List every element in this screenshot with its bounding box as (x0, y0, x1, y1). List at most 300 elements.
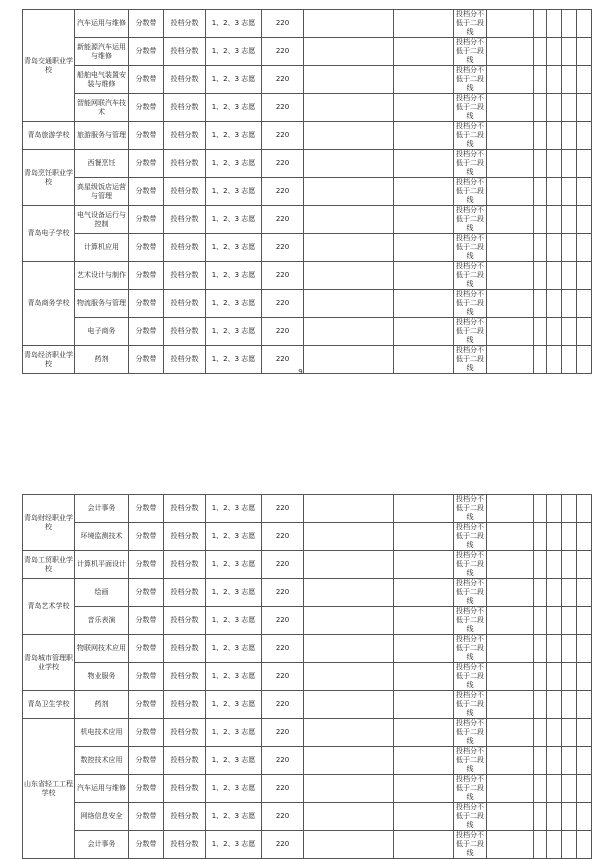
empty-cell (487, 178, 534, 206)
empty-cell (394, 262, 454, 290)
admission-mode: 投档分数 (164, 607, 206, 635)
wish-order: 1、2、3 志愿 (206, 719, 262, 747)
empty-cell (534, 803, 547, 831)
remark: 投档分不低于二段线 (454, 122, 487, 150)
remark: 投档分不低于二段线 (454, 523, 487, 551)
remark: 投档分不低于二段线 (454, 691, 487, 719)
min-score: 220 (262, 262, 304, 290)
major-name: 电气设备运行与控制 (75, 206, 129, 234)
empty-cell (304, 663, 394, 691)
empty-cell (534, 94, 547, 122)
wish-order: 1、2、3 志愿 (206, 495, 262, 523)
table-row (23, 318, 592, 346)
major-name: 药剂 (75, 346, 129, 374)
empty-cell (304, 150, 394, 178)
major-name: 计算机平面设计 (75, 551, 129, 579)
admission-mode: 投档分数 (164, 747, 206, 775)
empty-cell (562, 803, 577, 831)
table-row (23, 94, 592, 122)
admission-mode: 投档分数 (164, 551, 206, 579)
empty-cell (577, 10, 592, 38)
empty-cell (547, 122, 562, 150)
empty-cell (577, 318, 592, 346)
empty-cell (547, 318, 562, 346)
empty-cell (534, 747, 547, 775)
empty-cell (534, 579, 547, 607)
empty-cell (577, 579, 592, 607)
school-name: 青岛城市管理职业学校 (23, 635, 75, 691)
empty-cell (304, 803, 394, 831)
empty-cell (547, 523, 562, 551)
wish-order: 1、2、3 志愿 (206, 234, 262, 262)
empty-cell (394, 663, 454, 691)
admission-type: 分数带 (129, 803, 164, 831)
wish-order: 1、2、3 志愿 (206, 150, 262, 178)
empty-cell (394, 803, 454, 831)
admission-table-top (22, 9, 592, 374)
empty-cell (562, 122, 577, 150)
empty-cell (547, 495, 562, 523)
empty-cell (534, 10, 547, 38)
admission-mode: 投档分数 (164, 150, 206, 178)
empty-cell (487, 663, 534, 691)
empty-cell (562, 262, 577, 290)
empty-cell (577, 523, 592, 551)
empty-cell (562, 607, 577, 635)
empty-cell (304, 178, 394, 206)
empty-cell (547, 206, 562, 234)
wish-order: 1、2、3 志愿 (206, 346, 262, 374)
major-name: 药剂 (75, 691, 129, 719)
min-score: 220 (262, 150, 304, 178)
empty-cell (487, 691, 534, 719)
empty-cell (562, 719, 577, 747)
empty-cell (562, 523, 577, 551)
remark: 投档分不低于二段线 (454, 10, 487, 38)
admission-type: 分数带 (129, 234, 164, 262)
min-score: 220 (262, 523, 304, 551)
min-score: 220 (262, 94, 304, 122)
empty-cell (304, 775, 394, 803)
min-score: 220 (262, 691, 304, 719)
empty-cell (394, 150, 454, 178)
admission-mode: 投档分数 (164, 206, 206, 234)
admission-type: 分数带 (129, 747, 164, 775)
table-row (23, 38, 592, 66)
admission-type: 分数带 (129, 495, 164, 523)
major-name: 汽车运用与维修 (75, 775, 129, 803)
empty-cell (487, 10, 534, 38)
min-score: 220 (262, 290, 304, 318)
empty-cell (394, 691, 454, 719)
empty-cell (547, 803, 562, 831)
admission-type: 分数带 (129, 262, 164, 290)
admission-type: 分数带 (129, 551, 164, 579)
wish-order: 1、2、3 志愿 (206, 607, 262, 635)
min-score: 220 (262, 635, 304, 663)
empty-cell (304, 10, 394, 38)
empty-cell (547, 747, 562, 775)
table-row (23, 178, 592, 206)
school-name: 青岛烹饪职业学校 (23, 150, 75, 206)
table-row (23, 290, 592, 318)
empty-cell (487, 747, 534, 775)
remark: 投档分不低于二段线 (454, 94, 487, 122)
admission-mode: 投档分数 (164, 579, 206, 607)
admission-type: 分数带 (129, 318, 164, 346)
wish-order: 1、2、3 志愿 (206, 747, 262, 775)
empty-cell (394, 551, 454, 579)
empty-cell (547, 579, 562, 607)
empty-cell (534, 262, 547, 290)
admission-type: 分数带 (129, 663, 164, 691)
remark: 投档分不低于二段线 (454, 262, 487, 290)
remark: 投档分不低于二段线 (454, 663, 487, 691)
empty-cell (394, 318, 454, 346)
empty-cell (534, 719, 547, 747)
empty-cell (547, 663, 562, 691)
empty-cell (487, 719, 534, 747)
admission-mode: 投档分数 (164, 38, 206, 66)
table-row (23, 262, 592, 290)
empty-cell (534, 551, 547, 579)
empty-cell (534, 150, 547, 178)
remark: 投档分不低于二段线 (454, 803, 487, 831)
empty-cell (577, 719, 592, 747)
empty-cell (487, 523, 534, 551)
empty-cell (487, 262, 534, 290)
empty-cell (562, 38, 577, 66)
empty-cell (304, 719, 394, 747)
empty-cell (577, 290, 592, 318)
min-score: 220 (262, 579, 304, 607)
empty-cell (534, 234, 547, 262)
admission-type: 分数带 (129, 10, 164, 38)
school-name: 山东省轻工工程学校 (23, 719, 75, 859)
admission-mode: 投档分数 (164, 10, 206, 38)
empty-cell (394, 94, 454, 122)
empty-cell (304, 206, 394, 234)
remark: 投档分不低于二段线 (454, 234, 487, 262)
admission-table-top-body (23, 10, 592, 374)
empty-cell (577, 262, 592, 290)
empty-cell (534, 122, 547, 150)
empty-cell (304, 579, 394, 607)
table-row (23, 663, 592, 691)
wish-order: 1、2、3 志愿 (206, 635, 262, 663)
empty-cell (577, 775, 592, 803)
empty-cell (547, 607, 562, 635)
admission-mode: 投档分数 (164, 318, 206, 346)
major-name: 新能源汽车运用与维修 (75, 38, 129, 66)
empty-cell (547, 178, 562, 206)
empty-cell (304, 318, 394, 346)
remark: 投档分不低于二段线 (454, 346, 487, 374)
empty-cell (534, 523, 547, 551)
admission-type: 分数带 (129, 122, 164, 150)
empty-cell (577, 94, 592, 122)
table-row (23, 10, 592, 38)
major-name: 机电技术应用 (75, 719, 129, 747)
major-name: 高星级饭店运营与管理 (75, 178, 129, 206)
empty-cell (562, 663, 577, 691)
major-name: 会计事务 (75, 495, 129, 523)
major-name: 汽车运用与维修 (75, 10, 129, 38)
empty-cell (534, 178, 547, 206)
remark: 投档分不低于二段线 (454, 551, 487, 579)
major-name: 物联网技术应用 (75, 635, 129, 663)
admission-mode: 投档分数 (164, 663, 206, 691)
empty-cell (562, 691, 577, 719)
major-name: 物业服务 (75, 663, 129, 691)
admission-mode: 投档分数 (164, 831, 206, 859)
empty-cell (394, 38, 454, 66)
school-name: 青岛交通职业学校 (23, 10, 75, 122)
empty-cell (562, 551, 577, 579)
empty-cell (547, 66, 562, 94)
remark: 投档分不低于二段线 (454, 66, 487, 94)
empty-cell (487, 290, 534, 318)
admission-type: 分数带 (129, 206, 164, 234)
admission-type: 分数带 (129, 775, 164, 803)
min-score: 220 (262, 10, 304, 38)
admission-mode: 投档分数 (164, 346, 206, 374)
table-row (23, 495, 592, 523)
empty-cell (304, 635, 394, 663)
wish-order: 1、2、3 志愿 (206, 663, 262, 691)
empty-cell (534, 38, 547, 66)
empty-cell (547, 10, 562, 38)
admission-type: 分数带 (129, 38, 164, 66)
min-score: 220 (262, 122, 304, 150)
empty-cell (487, 66, 534, 94)
admission-type: 分数带 (129, 346, 164, 374)
empty-cell (304, 523, 394, 551)
empty-cell (547, 290, 562, 318)
empty-cell (394, 178, 454, 206)
empty-cell (577, 38, 592, 66)
table-row (23, 719, 592, 747)
remark: 投档分不低于二段线 (454, 495, 487, 523)
empty-cell (487, 150, 534, 178)
min-score: 220 (262, 346, 304, 374)
empty-cell (577, 635, 592, 663)
empty-cell (534, 607, 547, 635)
empty-cell (534, 66, 547, 94)
admission-type: 分数带 (129, 178, 164, 206)
empty-cell (562, 579, 577, 607)
admission-mode: 投档分数 (164, 234, 206, 262)
min-score: 220 (262, 495, 304, 523)
empty-cell (487, 579, 534, 607)
remark: 投档分不低于二段线 (454, 150, 487, 178)
remark: 投档分不低于二段线 (454, 607, 487, 635)
remark: 投档分不低于二段线 (454, 747, 487, 775)
wish-order: 1、2、3 志愿 (206, 551, 262, 579)
admission-type: 分数带 (129, 607, 164, 635)
empty-cell (547, 234, 562, 262)
remark: 投档分不低于二段线 (454, 831, 487, 859)
admission-mode: 投档分数 (164, 691, 206, 719)
school-name: 青岛旅游学校 (23, 122, 75, 150)
empty-cell (547, 775, 562, 803)
empty-cell (547, 831, 562, 859)
empty-cell (304, 747, 394, 775)
school-name: 青岛经济职业学校 (23, 346, 75, 374)
table-row (23, 831, 592, 859)
min-score: 220 (262, 234, 304, 262)
school-name: 青岛电子学校 (23, 206, 75, 262)
min-score: 220 (262, 663, 304, 691)
school-name: 青岛艺术学校 (23, 579, 75, 635)
min-score: 220 (262, 775, 304, 803)
empty-cell (394, 523, 454, 551)
remark: 投档分不低于二段线 (454, 318, 487, 346)
empty-cell (394, 607, 454, 635)
empty-cell (487, 234, 534, 262)
major-name: 西餐烹饪 (75, 150, 129, 178)
empty-cell (562, 747, 577, 775)
empty-cell (547, 150, 562, 178)
empty-cell (577, 66, 592, 94)
admission-mode: 投档分数 (164, 262, 206, 290)
admission-type: 分数带 (129, 66, 164, 94)
empty-cell (562, 150, 577, 178)
empty-cell (304, 66, 394, 94)
admission-mode: 投档分数 (164, 495, 206, 523)
empty-cell (562, 495, 577, 523)
major-name: 网络信息安全 (75, 803, 129, 831)
admission-mode: 投档分数 (164, 775, 206, 803)
empty-cell (562, 635, 577, 663)
wish-order: 1、2、3 志愿 (206, 831, 262, 859)
admission-mode: 投档分数 (164, 94, 206, 122)
empty-cell (577, 495, 592, 523)
empty-cell (304, 551, 394, 579)
min-score: 220 (262, 66, 304, 94)
major-name: 数控技术应用 (75, 747, 129, 775)
empty-cell (304, 38, 394, 66)
admission-table-bottom-body (23, 495, 592, 859)
admission-type: 分数带 (129, 523, 164, 551)
empty-cell (304, 831, 394, 859)
empty-cell (394, 831, 454, 859)
major-name: 艺术设计与制作 (75, 262, 129, 290)
empty-cell (547, 635, 562, 663)
empty-cell (394, 579, 454, 607)
remark: 投档分不低于二段线 (454, 206, 487, 234)
table-row (23, 66, 592, 94)
table-row (23, 747, 592, 775)
empty-cell (577, 607, 592, 635)
empty-cell (304, 234, 394, 262)
wish-order: 1、2、3 志愿 (206, 66, 262, 94)
admission-mode: 投档分数 (164, 290, 206, 318)
empty-cell (304, 290, 394, 318)
remark: 投档分不低于二段线 (454, 719, 487, 747)
empty-cell (534, 495, 547, 523)
empty-cell (304, 262, 394, 290)
empty-cell (394, 290, 454, 318)
empty-cell (562, 775, 577, 803)
empty-cell (487, 495, 534, 523)
empty-cell (577, 551, 592, 579)
table-row (23, 234, 592, 262)
school-name: 青岛卫生学校 (23, 691, 75, 719)
remark: 投档分不低于二段线 (454, 290, 487, 318)
empty-cell (577, 691, 592, 719)
page-number: 9 (298, 368, 303, 376)
wish-order: 1、2、3 志愿 (206, 290, 262, 318)
empty-cell (304, 607, 394, 635)
wish-order: 1、2、3 志愿 (206, 122, 262, 150)
empty-cell (577, 178, 592, 206)
admission-mode: 投档分数 (164, 122, 206, 150)
admission-mode: 投档分数 (164, 803, 206, 831)
major-name: 音乐表演 (75, 607, 129, 635)
table-row (23, 551, 592, 579)
major-name: 智能网联汽车技术 (75, 94, 129, 122)
empty-cell (534, 775, 547, 803)
remark: 投档分不低于二段线 (454, 635, 487, 663)
table-row (23, 579, 592, 607)
empty-cell (487, 635, 534, 663)
min-score: 220 (262, 318, 304, 346)
empty-cell (487, 803, 534, 831)
empty-cell (394, 206, 454, 234)
empty-cell (562, 178, 577, 206)
empty-cell (577, 831, 592, 859)
min-score: 220 (262, 747, 304, 775)
remark: 投档分不低于二段线 (454, 579, 487, 607)
empty-cell (304, 122, 394, 150)
empty-cell (547, 38, 562, 66)
empty-cell (394, 719, 454, 747)
empty-cell (487, 831, 534, 859)
wish-order: 1、2、3 志愿 (206, 523, 262, 551)
empty-cell (304, 691, 394, 719)
admission-type: 分数带 (129, 579, 164, 607)
wish-order: 1、2、3 志愿 (206, 94, 262, 122)
wish-order: 1、2、3 志愿 (206, 775, 262, 803)
empty-cell (394, 635, 454, 663)
min-score: 220 (262, 178, 304, 206)
empty-cell (562, 10, 577, 38)
empty-cell (562, 206, 577, 234)
empty-cell (394, 122, 454, 150)
empty-cell (394, 747, 454, 775)
empty-cell (562, 234, 577, 262)
major-name: 计算机应用 (75, 234, 129, 262)
empty-cell (562, 318, 577, 346)
remark: 投档分不低于二段线 (454, 775, 487, 803)
admission-type: 分数带 (129, 94, 164, 122)
table-row (23, 150, 592, 178)
admission-type: 分数带 (129, 719, 164, 747)
major-name: 会计事务 (75, 831, 129, 859)
empty-cell (534, 691, 547, 719)
table-row (23, 523, 592, 551)
admission-type: 分数带 (129, 150, 164, 178)
empty-cell (487, 206, 534, 234)
empty-cell (534, 635, 547, 663)
empty-cell (534, 831, 547, 859)
school-name: 青岛商务学校 (23, 262, 75, 346)
wish-order: 1、2、3 志愿 (206, 262, 262, 290)
wish-order: 1、2、3 志愿 (206, 38, 262, 66)
empty-cell (304, 94, 394, 122)
min-score: 220 (262, 206, 304, 234)
